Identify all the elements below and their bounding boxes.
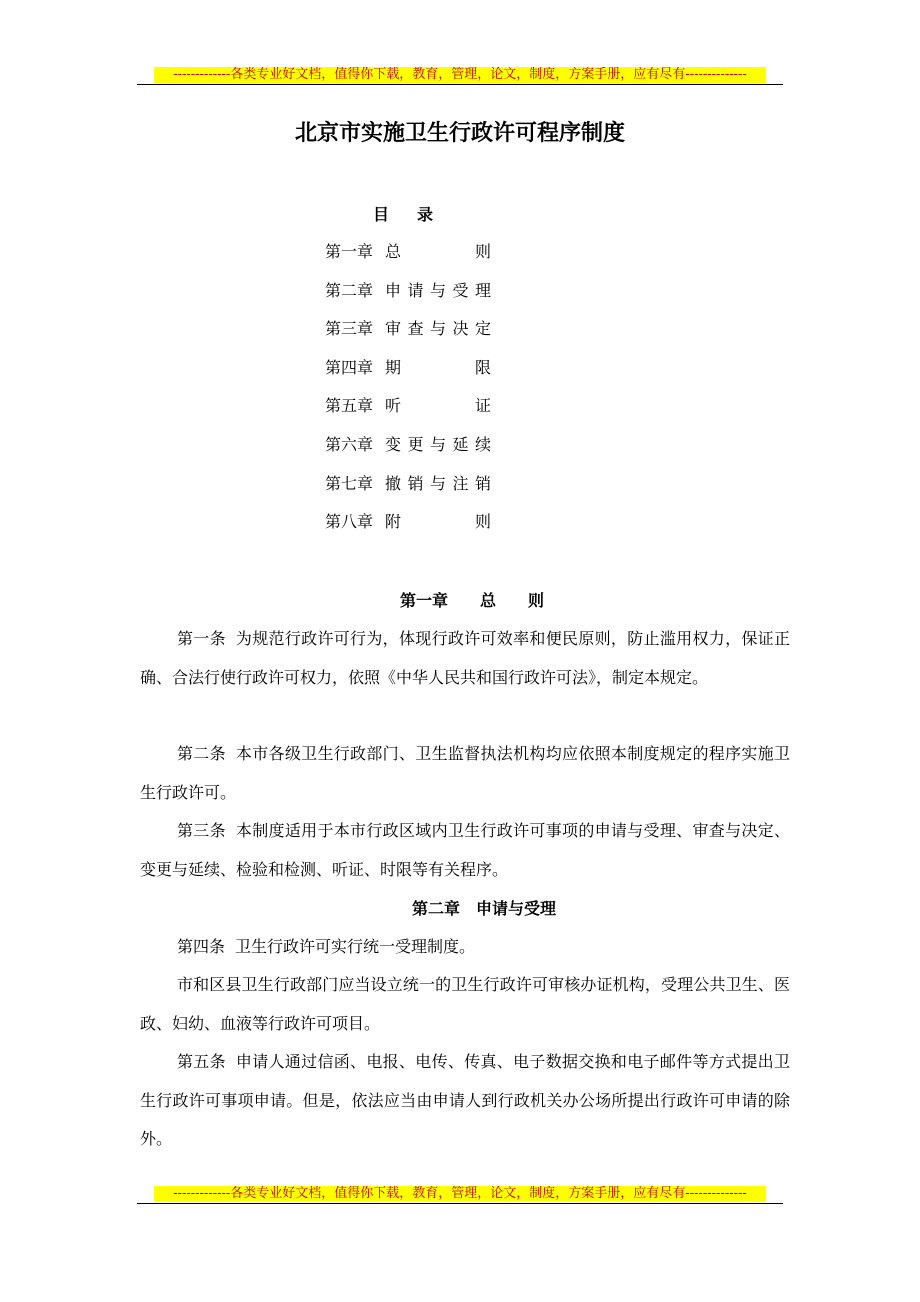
article-number: 第五条 bbox=[177, 1052, 226, 1071]
toc-item bbox=[325, 354, 491, 393]
toc-chapter-number: 第三章 bbox=[325, 319, 374, 339]
article-number: 第一条 bbox=[177, 629, 226, 648]
toc-chapter-number: 第四章 bbox=[325, 357, 374, 377]
article-number: 第三条 bbox=[177, 821, 226, 840]
article-text: 卫生行政许可实行统一受理制度。 bbox=[235, 937, 476, 956]
toc-item bbox=[325, 431, 491, 470]
article-number: 第二条 bbox=[177, 744, 226, 763]
toc-chapter-number: 第一章 bbox=[325, 242, 374, 261]
header-rule bbox=[137, 84, 783, 85]
footer-banner bbox=[0, 1183, 920, 1205]
toc-chapter-name: 期限 bbox=[385, 357, 491, 377]
article-4-paragraph: 市和区县卫生行政部门应当设立统一的卫生行政许可审核办证机构，受理公共卫生、医政、妇幼、血液等行政许可项目。 bbox=[140, 975, 790, 1033]
toc-item bbox=[325, 315, 491, 354]
toc-item bbox=[325, 277, 491, 316]
chapter-1-heading: 第一章 总 则 bbox=[399, 591, 544, 610]
toc-chapter-name: 变更与延续 bbox=[385, 434, 491, 454]
header-banner-text: -------------各类专业好文档，值得你下载，教育，管理，论文，制度，方案手册，应有尽有-------------- bbox=[154, 67, 766, 83]
article-2 bbox=[140, 735, 790, 812]
footer-banner-text: -------------各类专业好文档，值得你下载，教育，管理，论文，制度，方案手册，应有尽有-------------- bbox=[154, 1186, 766, 1202]
article-1 bbox=[140, 620, 790, 697]
toc-chapter-name: 撤销与注销 bbox=[385, 473, 491, 493]
article-5 bbox=[140, 1043, 790, 1159]
chapter-2-heading: 第二章 申请与受理 bbox=[411, 899, 556, 918]
article-text: 本制度适用于本市行政区域内卫生行政许可事项的申请与受理、审查与决定、变更与延续、检验和检测、听证、时限等有关程序。 bbox=[140, 821, 790, 879]
article-4 bbox=[140, 928, 790, 967]
toc-chapter-name: 申请与受理 bbox=[385, 280, 491, 300]
toc-chapter-name: 听证 bbox=[385, 396, 491, 416]
toc-chapter-name: 附则 bbox=[385, 512, 491, 532]
article-text: 为规范行政许可行为，体现行政许可效率和便民原则，防止滥用权力，保证正确、合法行使行政许可权力，依照《中华人民共和国行政许可法》，制定本规定。 bbox=[140, 629, 790, 687]
toc-item bbox=[325, 470, 491, 509]
table-of-contents bbox=[325, 238, 491, 547]
toc-chapter-name: 审查与决定 bbox=[385, 319, 491, 339]
article-3 bbox=[140, 812, 790, 889]
toc-heading: 目录 bbox=[372, 205, 461, 224]
article-number: 第四条 bbox=[177, 937, 226, 956]
article-text: 申请人通过信函、电报、电传、传真、电子数据交换和电子邮件等方式提出卫生行政许可事项申请。但是，依法应当由申请人到行政机关办公场所提出行政许可申请的除外。 bbox=[140, 1052, 790, 1148]
toc-chapter-number: 第五章 bbox=[325, 396, 374, 416]
footer-rule bbox=[137, 1203, 783, 1204]
toc-item bbox=[325, 508, 491, 547]
header-banner bbox=[0, 64, 920, 86]
document-title: 北京市实施卫生行政许可程序制度 bbox=[294, 121, 625, 146]
toc-chapter-number: 第二章 bbox=[325, 280, 374, 300]
toc-chapter-number: 第七章 bbox=[325, 473, 374, 493]
toc-chapter-number: 第八章 bbox=[325, 512, 374, 532]
toc-item bbox=[325, 392, 491, 431]
article-text: 本市各级卫生行政部门、卫生监督执法机构均应依照本制度规定的程序实施卫生行政许可。 bbox=[140, 744, 790, 802]
toc-item bbox=[325, 238, 491, 277]
toc-chapter-name: 总则 bbox=[385, 242, 491, 261]
toc-chapter-number: 第六章 bbox=[325, 434, 374, 454]
